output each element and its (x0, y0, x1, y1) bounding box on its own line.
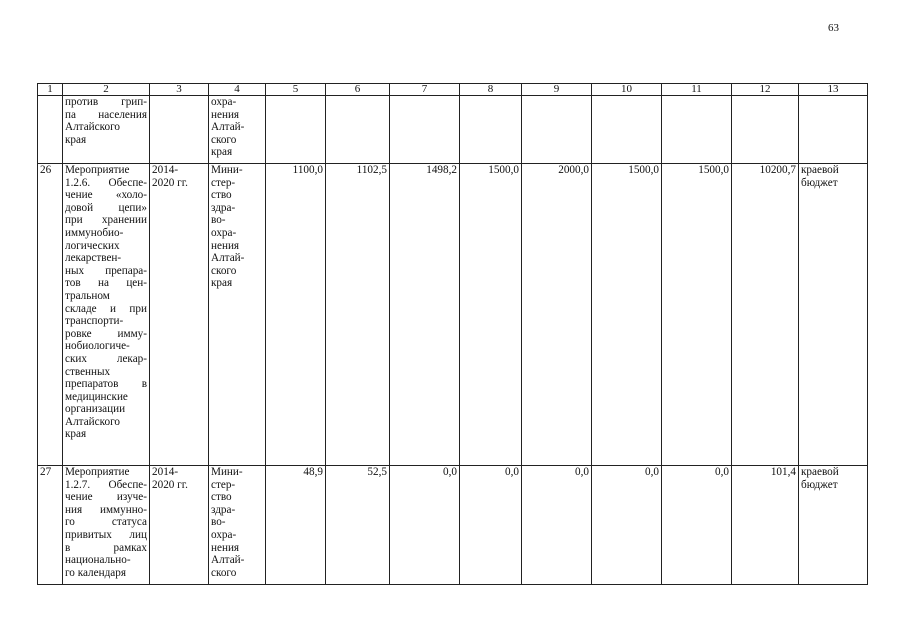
cell-line: логических (65, 239, 120, 252)
cell-line: чение изуче- (65, 491, 147, 504)
responsible-cell (209, 466, 266, 585)
cell-line: 2014- (152, 466, 179, 478)
value-total (732, 96, 799, 164)
column-header: 12 (732, 84, 799, 96)
cell-line: охра- (211, 96, 237, 108)
cell-line: транспорти- (65, 315, 124, 328)
value-total: 10200,7 (732, 164, 799, 466)
column-header: 8 (460, 84, 522, 96)
value-2019 (592, 96, 662, 164)
value-2020: 1500,0 (662, 164, 732, 466)
period-cell (150, 164, 209, 466)
cell-line: нобиологиче- (65, 340, 130, 353)
value-2015: 52,5 (326, 466, 390, 585)
period-cell (150, 466, 209, 585)
table-row (38, 466, 868, 585)
cell-line: бюджет (801, 478, 838, 491)
cell-line: го статуса (65, 516, 147, 529)
value-2016 (390, 96, 460, 164)
cell-line: края (211, 277, 233, 290)
cell-line: ственных (65, 365, 111, 378)
funding-source-cell (799, 466, 868, 585)
cell-line: организации (65, 403, 126, 416)
value-2020 (662, 96, 732, 164)
cell-line: 1.2.7. Обеспе- (65, 478, 147, 491)
cell-line: ство (211, 491, 232, 504)
cell-line: стер- (211, 478, 236, 491)
value-2018: 0,0 (522, 466, 592, 585)
cell-line: края (211, 146, 233, 159)
column-header: 4 (209, 84, 266, 96)
cell-line: 2014- (152, 164, 179, 176)
cell-line: Мероприятие (65, 164, 130, 176)
value-2018: 2000,0 (522, 164, 592, 466)
row-number-cell (38, 96, 63, 164)
column-header: 11 (662, 84, 732, 96)
cell-line: нения (211, 108, 240, 121)
value-2014: 48,9 (266, 466, 326, 585)
column-header: 10 (592, 84, 662, 96)
table-row (38, 164, 868, 466)
cell-line: тральном (65, 289, 110, 302)
cell-line: краевой (801, 164, 839, 176)
cell-line: здра- (211, 201, 236, 214)
value-2015 (326, 96, 390, 164)
cell-line: медицинские (65, 390, 128, 403)
column-header: 9 (522, 84, 592, 96)
cell-line: здра- (211, 503, 236, 516)
cell-line: складе и при (65, 302, 147, 315)
description-cell (63, 164, 150, 466)
cell-line: лекарствен- (65, 252, 122, 265)
funding-source-cell (799, 164, 868, 466)
row-number-cell: 26 (38, 164, 63, 466)
cell-line: бюджет (801, 176, 838, 189)
cell-line: тов на цен- (65, 277, 147, 290)
cell-line: Мини- (211, 466, 243, 478)
cell-line: Алтай- (211, 554, 245, 567)
cell-line: препаратов в (65, 378, 147, 391)
value-2017: 0,0 (460, 466, 522, 585)
cell-line: охра- (211, 528, 237, 541)
period-cell (150, 96, 209, 164)
value-2014: 1100,0 (266, 164, 326, 466)
cell-line: па населения (65, 108, 147, 121)
column-header: 1 (38, 84, 63, 96)
column-header: 5 (266, 84, 326, 96)
cell-line: Алтай- (211, 252, 245, 265)
cell-line: Мини- (211, 164, 243, 176)
cell-line: во- (211, 516, 226, 529)
page-number: 63 (828, 22, 839, 34)
column-header: 6 (326, 84, 390, 96)
cell-line: ского (211, 566, 237, 579)
responsible-cell (209, 164, 266, 466)
cell-line: Мероприятие (65, 466, 130, 478)
value-2017: 1500,0 (460, 164, 522, 466)
cell-line: при хранении (65, 214, 147, 227)
cell-line: Алтайского (65, 121, 120, 134)
value-2019: 0,0 (592, 466, 662, 585)
value-2016: 0,0 (390, 466, 460, 585)
description-cell (63, 466, 150, 585)
cell-line: края (65, 428, 87, 441)
funding-source-cell (799, 96, 868, 164)
cell-line: ского (211, 264, 237, 277)
cell-line: ских лекар- (65, 352, 147, 365)
cell-line: ных препара- (65, 264, 147, 277)
description-cell (63, 96, 150, 164)
cell-line: ство (211, 189, 232, 202)
column-header: 3 (150, 84, 209, 96)
cell-line: во- (211, 214, 226, 227)
column-header: 2 (63, 84, 150, 96)
row-number-cell: 27 (38, 466, 63, 585)
cell-line: ния иммунно- (65, 503, 147, 516)
cell-line: привитых лиц (65, 528, 147, 541)
column-header: 13 (799, 84, 868, 96)
cell-line: стер- (211, 176, 236, 189)
cell-line: национально- (65, 554, 131, 567)
cell-line: Алтайского (65, 415, 120, 428)
table-row (38, 96, 868, 164)
cell-line: иммунобио- (65, 226, 124, 239)
cell-line: го календаря (65, 566, 126, 579)
cell-line: краевой (801, 466, 839, 478)
cell-line: против грип- (65, 96, 147, 108)
cell-line: охра- (211, 226, 237, 239)
cell-line: ского (211, 133, 237, 146)
responsible-cell (209, 96, 266, 164)
value-2014 (266, 96, 326, 164)
column-header: 7 (390, 84, 460, 96)
value-total: 101,4 (732, 466, 799, 585)
cell-line: чение «холо- (65, 189, 147, 202)
value-2019: 1500,0 (592, 164, 662, 466)
cell-line: 1.2.6. Обеспе- (65, 176, 147, 189)
cell-line: 2020 гг. (152, 176, 188, 189)
value-2020: 0,0 (662, 466, 732, 585)
cell-line: Алтай- (211, 121, 245, 134)
value-2017 (460, 96, 522, 164)
value-2015: 1102,5 (326, 164, 390, 466)
cell-line: довой цепи» (65, 201, 147, 214)
cell-line: нения (211, 239, 240, 252)
value-2016: 1498,2 (390, 164, 460, 466)
cell-line: 2020 гг. (152, 478, 188, 491)
cell-line: края (65, 133, 87, 146)
cell-line: нения (211, 541, 240, 554)
cell-line: ровке имму- (65, 327, 147, 340)
budget-table (37, 83, 868, 585)
column-number-row (38, 84, 868, 96)
value-2018 (522, 96, 592, 164)
cell-line: в рамках (65, 541, 147, 554)
